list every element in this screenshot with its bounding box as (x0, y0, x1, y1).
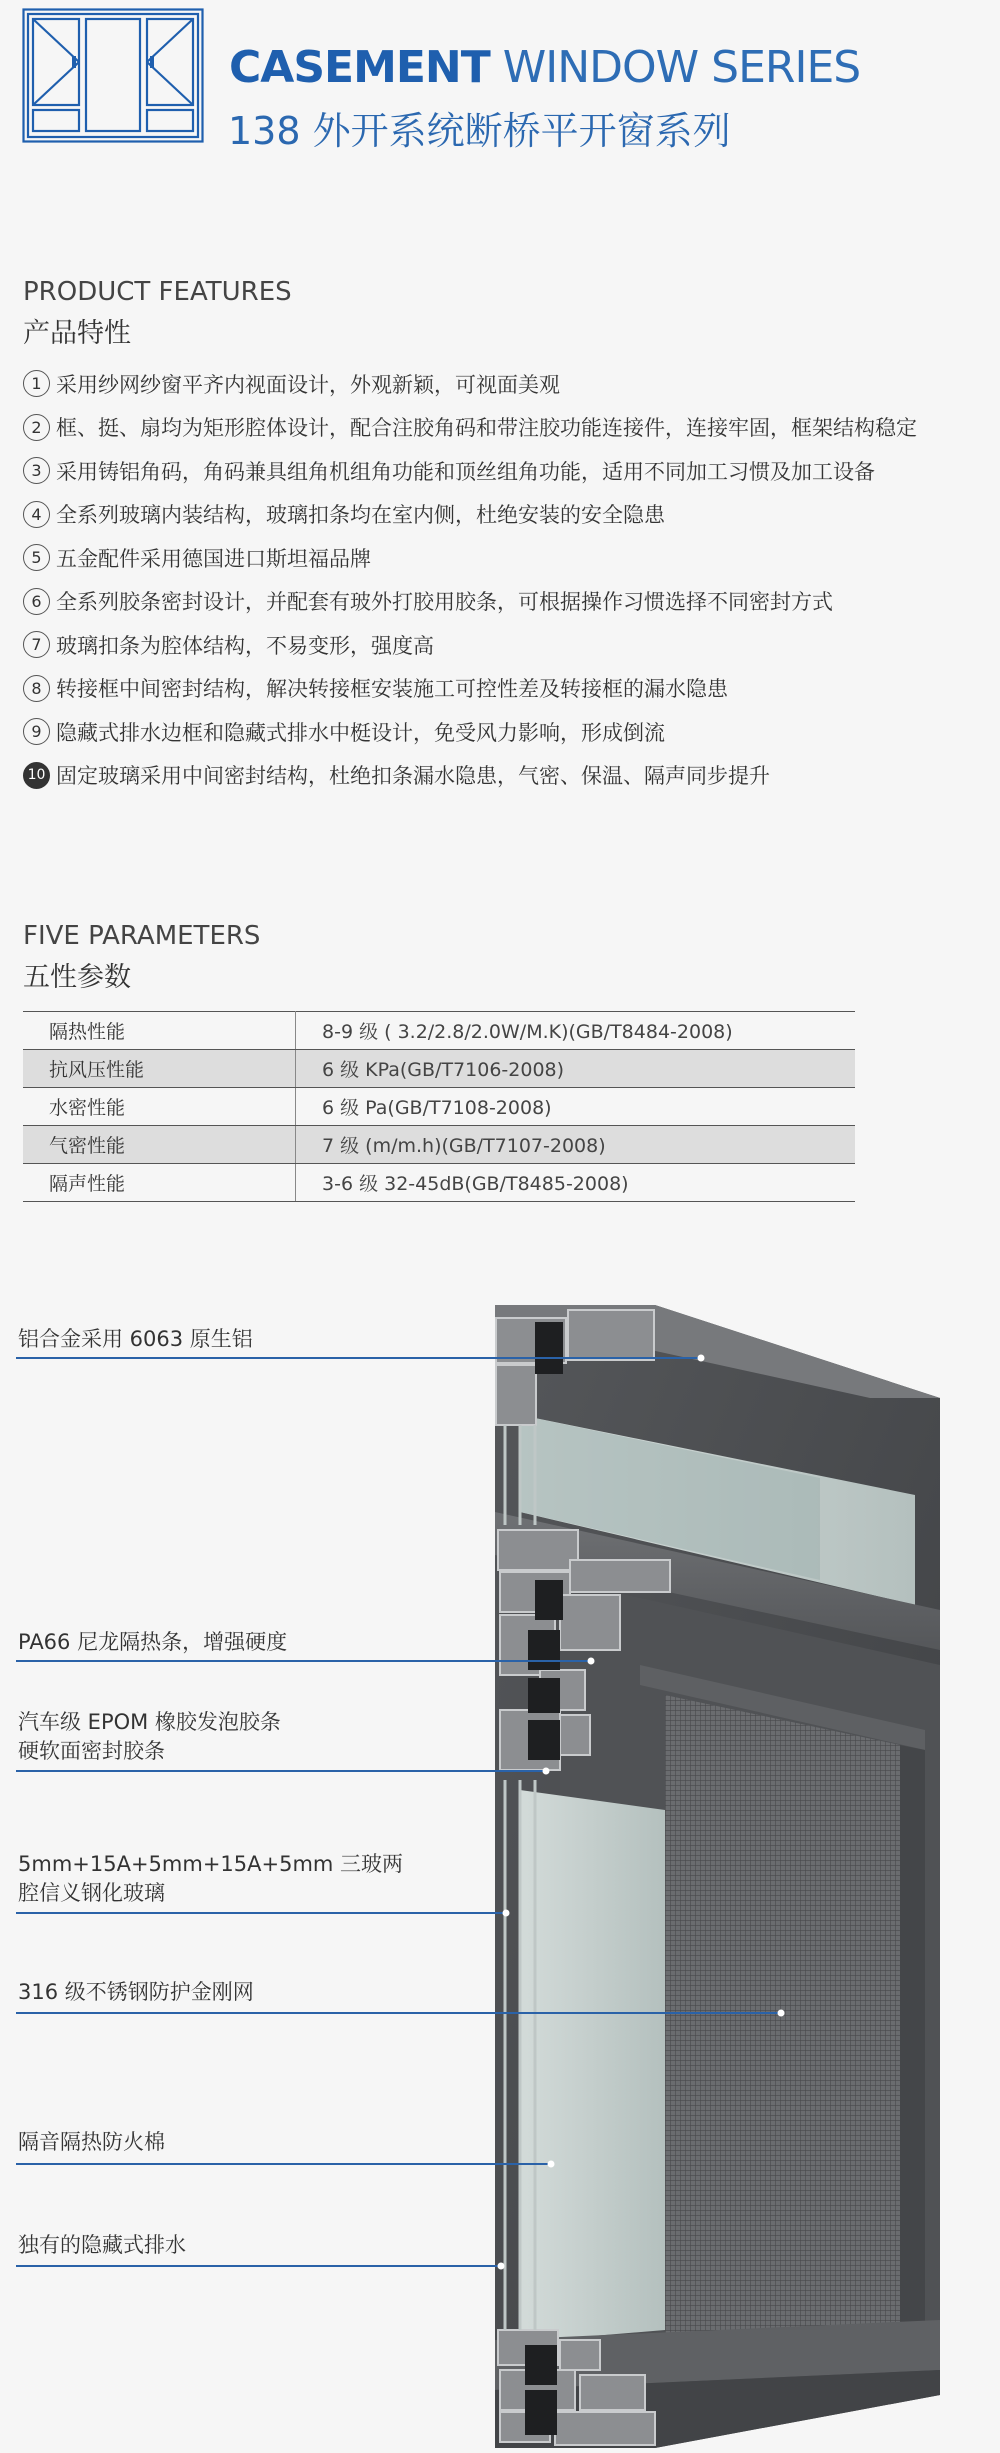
param-value: 7 级 (m/m.h)(GB/T7107-2008) (296, 1126, 856, 1164)
callout-text: 隔音隔热防火棉 (18, 2130, 165, 2154)
feature-text: 转接框中间密封结构，解决转接框安装施工可控性差及转接框的漏水隐患 (56, 677, 728, 702)
feature-item (23, 362, 998, 406)
header (22, 8, 982, 153)
feature-item (23, 406, 998, 450)
feature-text: 全系列玻璃内装结构，玻璃扣条均在室内侧，杜绝安装的安全隐患 (56, 503, 665, 528)
param-name: 水密性能 (23, 1088, 296, 1126)
feature-number: 1 (23, 370, 50, 397)
table-row (23, 1012, 855, 1050)
callout-text: 5mm+15A+5mm+15A+5mm 三玻两 (18, 1852, 404, 1876)
param-value: 6 级 KPa(GB/T7106-2008) (296, 1050, 856, 1088)
feature-text: 隐藏式排水边框和隐藏式排水中梃设计，免受风力影响，形成倒流 (56, 720, 665, 745)
callout-epdm-seal (18, 1708, 281, 1766)
feature-text: 采用纱网纱窗平齐内视面设计，外观新颖，可视面美观 (56, 372, 560, 397)
feature-number: 8 (23, 675, 50, 702)
feature-number: 2 (23, 414, 50, 441)
callout-text: 腔信义钢化玻璃 (18, 1881, 165, 1905)
param-value: 6 级 Pa(GB/T7108-2008) (296, 1088, 856, 1126)
feature-item (23, 536, 998, 580)
feature-item (23, 580, 998, 624)
casement-window-logo (22, 8, 204, 143)
feature-item (23, 667, 998, 711)
params-heading-en: FIVE PARAMETERS (23, 921, 261, 951)
feature-text: 采用铸铝角码，角码兼具组角机组角功能和顶丝组角功能，适用不同加工习惯及加工设备 (56, 459, 875, 484)
page-title-en: CASEMENT WINDOW SERIES (229, 42, 861, 93)
features-heading-cn: 产品特性 (23, 318, 131, 349)
callout-text: 独有的隐藏式排水 (18, 2233, 186, 2257)
params-heading-cn: 五性参数 (23, 962, 131, 993)
feature-item (23, 449, 998, 493)
feature-number: 6 (23, 588, 50, 615)
page-title-cn: 138 外开系统断桥平开窗系列 (228, 109, 731, 153)
table-row (23, 1050, 855, 1088)
parameters-table (23, 1011, 855, 1202)
callout-pa66-strip (18, 1628, 287, 1657)
callout-triple-glass (18, 1850, 403, 1908)
callout-hidden-drainage (18, 2231, 186, 2260)
callout-text: 硬软面密封胶条 (18, 1739, 165, 1763)
table-row (23, 1164, 855, 1202)
callout-aluminum (18, 1325, 253, 1354)
table-row (23, 1126, 855, 1164)
features-list (23, 362, 998, 797)
param-name: 隔声性能 (23, 1164, 296, 1202)
feature-number: 7 (23, 631, 50, 658)
features-heading-en: PRODUCT FEATURES (23, 277, 292, 307)
feature-item (23, 493, 998, 537)
feature-number: 3 (23, 457, 50, 484)
window-section-diagram (0, 1290, 1000, 2453)
param-name: 气密性能 (23, 1126, 296, 1164)
feature-item (23, 754, 998, 798)
callout-text: PA66 尼龙隔热条，增强硬度 (18, 1630, 288, 1654)
feature-number: 5 (23, 544, 50, 571)
feature-number: 9 (23, 718, 50, 745)
feature-number: 10 (23, 762, 50, 789)
feature-text: 框、挺、扇均为矩形腔体设计，配合注胶角码和带注胶功能连接件，连接牢固，框架结构稳定 (56, 416, 917, 441)
param-value: 8-9 级 ( 3.2/2.8/2.0W/M.K)(GB/T8484-2008) (296, 1012, 856, 1050)
callout-text: 汽车级 EPOM 橡胶发泡胶条 (18, 1710, 281, 1734)
callout-steel-mesh (18, 1978, 254, 2007)
feature-text: 玻璃扣条为腔体结构，不易变形，强度高 (56, 633, 434, 658)
feature-item (23, 710, 998, 754)
feature-number: 4 (23, 501, 50, 528)
feature-item (23, 623, 998, 667)
feature-text: 全系列胶条密封设计，并配套有玻外打胶用胶条，可根据操作习惯选择不同密封方式 (56, 590, 833, 615)
table-row (23, 1088, 855, 1126)
feature-text: 固定玻璃采用中间密封结构，杜绝扣条漏水隐患，气密、保温、隔声同步提升 (56, 764, 770, 789)
feature-text: 五金配件采用德国进口斯坦福品牌 (56, 546, 371, 571)
param-name: 隔热性能 (23, 1012, 296, 1050)
param-value: 3-6 级 32-45dB(GB/T8485-2008) (296, 1164, 856, 1202)
param-name: 抗风压性能 (23, 1050, 296, 1088)
callout-insulation-cotton (18, 2128, 165, 2157)
callout-text: 316 级不锈钢防护金刚网 (18, 1980, 254, 2004)
callout-text: 铝合金采用 6063 原生铝 (18, 1327, 253, 1351)
